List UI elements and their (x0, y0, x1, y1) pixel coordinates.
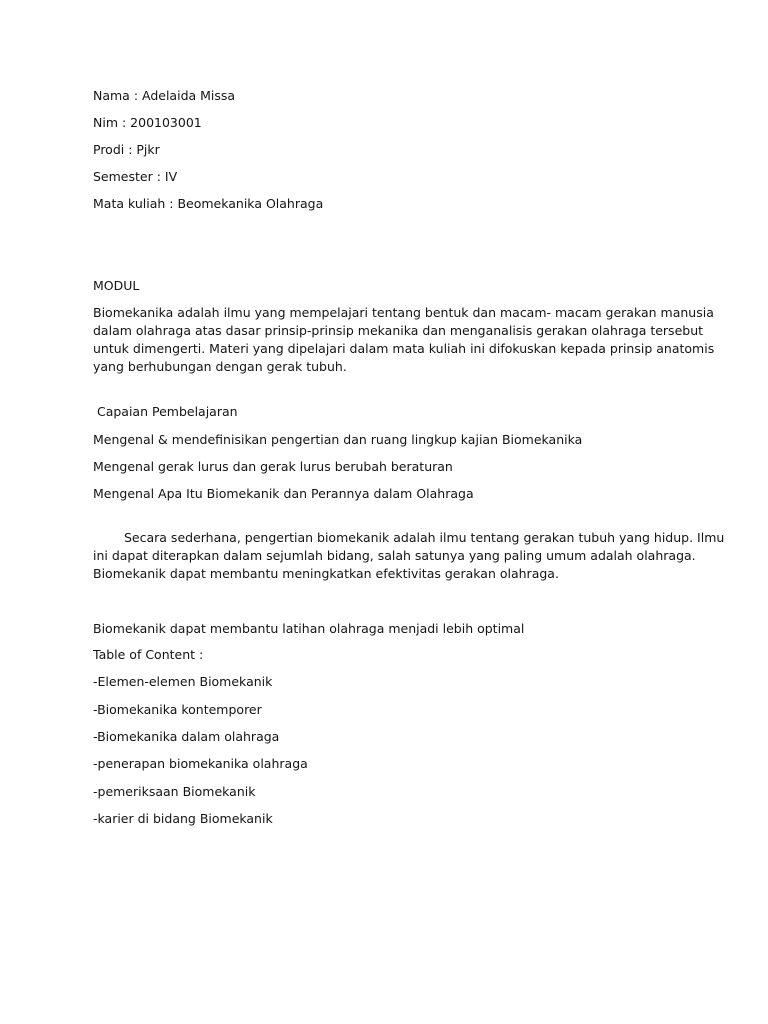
toc-item: -Biomekanika kontemporer (93, 702, 262, 717)
module-line: untuk dimengerti. Materi yang dipelajari dalam mata kuliah ini difokuskan kepada prinsip anatomis (93, 341, 715, 356)
summary-line: Secara sederhana, pengertian biomekanik adalah ilmu tentang gerakan tubuh yang hidup. Ilmu (124, 530, 725, 545)
toc-item: -penerapan biomekanika olahraga (93, 756, 308, 771)
summary-line: ini dapat diterapkan dalam sejumlah bidang, salah satunya yang paling umum adalah olahraga. (93, 548, 696, 563)
student-semester: Semester : IV (93, 169, 178, 184)
outcome-item: Mengenal Apa Itu Biomekanik dan Perannya dalam Olahraga (93, 486, 474, 501)
toc-heading: Table of Content : (93, 647, 204, 662)
benefit-line: Biomekanik dapat membantu latihan olahraga menjadi lebih optimal (93, 621, 525, 636)
course-name: Mata kuliah : Beomekanika Olahraga (93, 196, 324, 211)
module-line: yang berhubungan dengan gerak tubuh. (93, 359, 347, 374)
toc-item: -karier di bidang Biomekanik (93, 811, 273, 826)
outcomes-heading: Capaian Pembelajaran (93, 404, 238, 419)
module-line: dalam olahraga atas dasar prinsip-prinsip mekanika dan menganalisis gerakan olahraga tersebut (93, 323, 704, 338)
toc-item: -Biomekanika dalam olahraga (93, 729, 280, 744)
summary-line: Biomekanik dapat membantu meningkatkan efektivitas gerakan olahraga. (93, 566, 559, 581)
outcome-item: Mengenal & mendefinisikan pengertian dan ruang lingkup kajian Biomekanika (93, 432, 583, 447)
outcome-item: Mengenal gerak lurus dan gerak lurus berubah beraturan (93, 459, 453, 474)
toc-item: -Elemen-elemen Biomekanik (93, 674, 273, 689)
student-prodi: Prodi : Pjkr (93, 142, 160, 157)
module-heading: MODUL (93, 278, 140, 293)
toc-item: -pemeriksaan Biomekanik (93, 784, 256, 799)
module-line: Biomekanika adalah ilmu yang mempelajari tentang bentuk dan macam- macam gerakan manusia (93, 305, 714, 320)
student-name: Nama : Adelaida Missa (93, 88, 236, 103)
student-nim: Nim : 200103001 (93, 115, 202, 130)
